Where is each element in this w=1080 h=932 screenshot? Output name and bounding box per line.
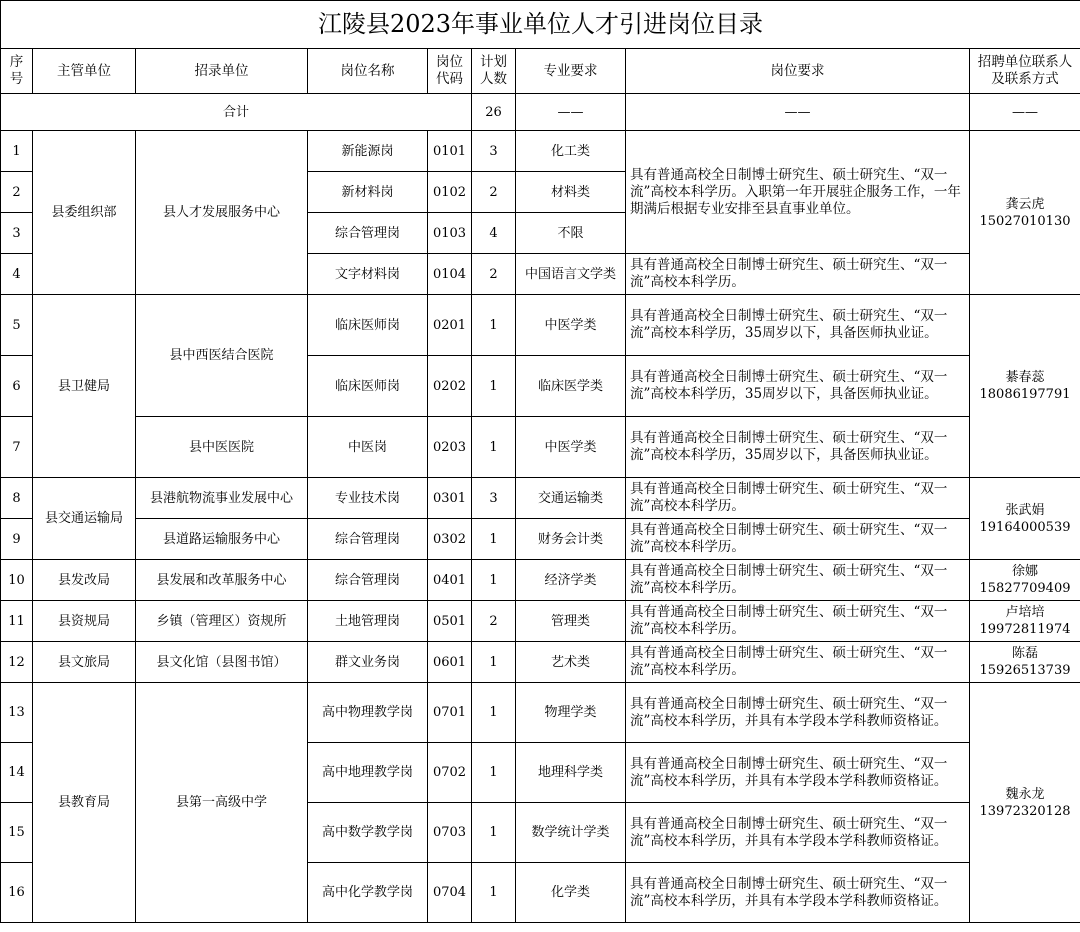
row-major: 管理类 xyxy=(516,601,626,642)
row-count: 1 xyxy=(472,683,516,743)
summary-label: 合计 xyxy=(1,94,472,131)
row-post: 高中物理教学岗 xyxy=(308,683,428,743)
row-count: 1 xyxy=(472,743,516,803)
row-post: 中医岗 xyxy=(308,417,428,478)
summary-major: —— xyxy=(516,94,626,131)
row-seq: 4 xyxy=(1,254,33,295)
row-code: 0103 xyxy=(428,213,472,254)
title-row xyxy=(1,1,1080,49)
contact-phone: 13972320128 xyxy=(979,803,1071,819)
row-code: 0301 xyxy=(428,478,472,519)
row-major: 交通运输类 xyxy=(516,478,626,519)
row-seq: 16 xyxy=(1,863,33,923)
row-req: 具有普通高校全日制博士研究生、硕士研究生、“双一流”高校本科学历。 xyxy=(626,601,970,642)
row-count: 3 xyxy=(472,131,516,172)
row-unit: 县港航物流事业发展中心 xyxy=(136,478,308,519)
row-seq: 14 xyxy=(1,743,33,803)
row-seq: 1 xyxy=(1,131,33,172)
row-major: 不限 xyxy=(516,213,626,254)
contact-phone: 15027010130 xyxy=(979,213,1071,229)
row-count: 2 xyxy=(472,172,516,213)
row-seq: 2 xyxy=(1,172,33,213)
row-code: 0102 xyxy=(428,172,472,213)
row-count: 1 xyxy=(472,863,516,923)
row-code: 0701 xyxy=(428,683,472,743)
row-post: 高中化学教学岗 xyxy=(308,863,428,923)
contact-phone: 19972811974 xyxy=(979,622,1071,637)
row-post: 土地管理岗 xyxy=(308,601,428,642)
row-code: 0302 xyxy=(428,519,472,560)
row-unit: 县人才发展服务中心 xyxy=(136,131,308,295)
row-count: 1 xyxy=(472,417,516,478)
header-count: 计划人数 xyxy=(472,49,516,94)
row-req: 具有普通高校全日制博士研究生、硕士研究生、“双一流”高校本科学历，35周岁以下，具备医师执业证。 xyxy=(626,295,970,356)
row-post: 新能源岗 xyxy=(308,131,428,172)
row-req: 具有普通高校全日制博士研究生、硕士研究生、“双一流”高校本科学历，35周岁以下，具备医师执业证。 xyxy=(626,417,970,478)
row-code: 0501 xyxy=(428,601,472,642)
row-req: 具有普通高校全日制博士研究生、硕士研究生、“双一流”高校本科学历。入职第一年开展驻企服务工作，一年期满后根据专业安排至县直事业单位。 xyxy=(626,131,970,254)
table-row xyxy=(1,683,1080,743)
contact-name: 陈磊 xyxy=(1012,646,1039,661)
row-req: 具有普通高校全日制博士研究生、硕士研究生、“双一流”高校本科学历。 xyxy=(626,519,970,560)
row-code: 0203 xyxy=(428,417,472,478)
page-title: 江陵县2023年事业单位人才引进岗位目录 xyxy=(1,1,1080,49)
summary-row xyxy=(1,94,1080,131)
row-seq: 13 xyxy=(1,683,33,743)
table-row xyxy=(1,131,1080,172)
row-post: 高中地理教学岗 xyxy=(308,743,428,803)
row-unit: 县中医医院 xyxy=(136,417,308,478)
row-post: 临床医师岗 xyxy=(308,356,428,417)
table-row xyxy=(1,642,1080,683)
summary-contact: —— xyxy=(970,94,1080,131)
row-dept: 县教育局 xyxy=(33,683,136,923)
row-code: 0202 xyxy=(428,356,472,417)
row-major: 数学统计学类 xyxy=(516,803,626,863)
row-req: 具有普通高校全日制博士研究生、硕士研究生、“双一流”高校本科学历，35周岁以下，具备医师执业证。 xyxy=(626,356,970,417)
row-count: 4 xyxy=(472,213,516,254)
row-req: 具有普通高校全日制博士研究生、硕士研究生、“双一流”高校本科学历，并具有本学段本学科教师资格证。 xyxy=(626,743,970,803)
row-post: 综合管理岗 xyxy=(308,519,428,560)
header-seq: 序号 xyxy=(1,49,33,94)
summary-req: —— xyxy=(626,94,970,131)
contact-phone: 15926513739 xyxy=(979,663,1071,678)
contact-phone: 18086197791 xyxy=(979,387,1071,402)
row-unit: 县中西医结合医院 xyxy=(136,295,308,417)
header-dept: 主管单位 xyxy=(33,49,136,94)
header-row xyxy=(1,49,1080,94)
row-unit: 县发展和改革服务中心 xyxy=(136,560,308,601)
table-row xyxy=(1,295,1080,356)
row-count: 1 xyxy=(472,560,516,601)
row-seq: 8 xyxy=(1,478,33,519)
row-req: 具有普通高校全日制博士研究生、硕士研究生、“双一流”高校本科学历。 xyxy=(626,254,970,295)
contact-name: 徐娜 xyxy=(1012,564,1039,579)
row-seq: 7 xyxy=(1,417,33,478)
row-seq: 3 xyxy=(1,213,33,254)
row-major: 中医学类 xyxy=(516,295,626,356)
table-row xyxy=(1,519,1080,560)
table-row xyxy=(1,417,1080,478)
header-req: 岗位要求 xyxy=(626,49,970,94)
row-req: 具有普通高校全日制博士研究生、硕士研究生、“双一流”高校本科学历。 xyxy=(626,478,970,519)
row-major: 化工类 xyxy=(516,131,626,172)
header-unit: 招录单位 xyxy=(136,49,308,94)
row-unit: 乡镇（管理区）资规所 xyxy=(136,601,308,642)
row-major: 化学类 xyxy=(516,863,626,923)
row-seq: 9 xyxy=(1,519,33,560)
row-seq: 15 xyxy=(1,803,33,863)
row-dept: 县交通运输局 xyxy=(33,478,136,560)
contact-name: 魏永龙 xyxy=(1005,786,1045,802)
row-post: 文字材料岗 xyxy=(308,254,428,295)
table-row xyxy=(1,478,1080,519)
row-count: 3 xyxy=(472,478,516,519)
row-dept: 县卫健局 xyxy=(33,295,136,478)
table-row xyxy=(1,601,1080,642)
row-post: 综合管理岗 xyxy=(308,560,428,601)
header-contact: 招聘单位联系人及联系方式 xyxy=(970,49,1080,94)
row-req: 具有普通高校全日制博士研究生、硕士研究生、“双一流”高校本科学历。 xyxy=(626,642,970,683)
row-count: 2 xyxy=(472,601,516,642)
row-count: 1 xyxy=(472,803,516,863)
row-unit: 县第一高级中学 xyxy=(136,683,308,923)
row-req: 具有普通高校全日制博士研究生、硕士研究生、“双一流”高校本科学历，并具有本学段本学科教师资格证。 xyxy=(626,803,970,863)
row-contact xyxy=(970,601,1080,642)
row-count: 1 xyxy=(472,295,516,356)
row-seq: 10 xyxy=(1,560,33,601)
row-code: 0401 xyxy=(428,560,472,601)
row-req: 具有普通高校全日制博士研究生、硕士研究生、“双一流”高校本科学历，并具有本学段本学科教师资格证。 xyxy=(626,863,970,923)
row-major: 地理科学类 xyxy=(516,743,626,803)
row-post: 专业技术岗 xyxy=(308,478,428,519)
row-code: 0201 xyxy=(428,295,472,356)
row-dept: 县发改局 xyxy=(33,560,136,601)
contact-phone: 19164000539 xyxy=(979,519,1071,535)
row-seq: 5 xyxy=(1,295,33,356)
row-unit: 县道路运输服务中心 xyxy=(136,519,308,560)
row-contact xyxy=(970,642,1080,683)
row-major: 临床医学类 xyxy=(516,356,626,417)
row-post: 新材料岗 xyxy=(308,172,428,213)
row-major: 财务会计类 xyxy=(516,519,626,560)
header-code: 岗位代码 xyxy=(428,49,472,94)
row-major: 物理学类 xyxy=(516,683,626,743)
table-row xyxy=(1,560,1080,601)
row-post: 临床医师岗 xyxy=(308,295,428,356)
row-code: 0101 xyxy=(428,131,472,172)
summary-count: 26 xyxy=(472,94,516,131)
row-code: 0601 xyxy=(428,642,472,683)
row-major: 中医学类 xyxy=(516,417,626,478)
row-code: 0704 xyxy=(428,863,472,923)
row-code: 0703 xyxy=(428,803,472,863)
row-dept: 县文旅局 xyxy=(33,642,136,683)
row-seq: 12 xyxy=(1,642,33,683)
row-contact xyxy=(970,295,1080,478)
row-code: 0702 xyxy=(428,743,472,803)
row-dept: 县委组织部 xyxy=(33,131,136,295)
row-major: 材料类 xyxy=(516,172,626,213)
row-count: 2 xyxy=(472,254,516,295)
row-req: 具有普通高校全日制博士研究生、硕士研究生、“双一流”高校本科学历。 xyxy=(626,560,970,601)
row-contact xyxy=(970,683,1080,923)
row-count: 1 xyxy=(472,519,516,560)
row-contact xyxy=(970,560,1080,601)
row-unit: 县文化馆（县图书馆） xyxy=(136,642,308,683)
row-major: 艺术类 xyxy=(516,642,626,683)
row-post: 高中数学教学岗 xyxy=(308,803,428,863)
row-contact xyxy=(970,478,1080,560)
row-count: 1 xyxy=(472,356,516,417)
row-major: 中国语言文学类 xyxy=(516,254,626,295)
row-major: 经济学类 xyxy=(516,560,626,601)
row-seq: 6 xyxy=(1,356,33,417)
header-major: 专业要求 xyxy=(516,49,626,94)
row-dept: 县资规局 xyxy=(33,601,136,642)
row-count: 1 xyxy=(472,642,516,683)
header-post: 岗位名称 xyxy=(308,49,428,94)
row-contact xyxy=(970,131,1080,295)
contact-name: 龚云虎 xyxy=(1005,196,1045,212)
row-post: 群文业务岗 xyxy=(308,642,428,683)
row-req: 具有普通高校全日制博士研究生、硕士研究生、“双一流”高校本科学历，并具有本学段本学科教师资格证。 xyxy=(626,683,970,743)
contact-phone: 15827709409 xyxy=(979,581,1071,596)
row-seq: 11 xyxy=(1,601,33,642)
contact-name: 张武娟 xyxy=(1005,502,1045,518)
row-code: 0104 xyxy=(428,254,472,295)
contact-name: 綦春蕊 xyxy=(1005,370,1045,385)
row-post: 综合管理岗 xyxy=(308,213,428,254)
contact-name: 卢培培 xyxy=(1005,605,1045,620)
